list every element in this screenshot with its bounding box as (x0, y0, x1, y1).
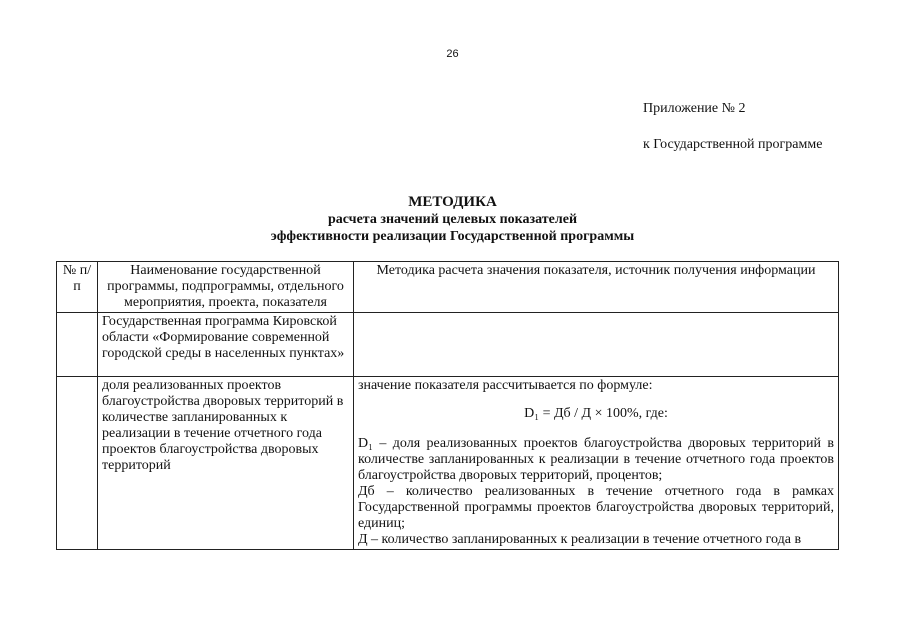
table-header-row (57, 262, 839, 313)
document-subtitle-2: эффективности реализации Государственной программы (270, 229, 635, 244)
appendix-line-2: к Государственной программе (643, 137, 823, 152)
header-num: № п/п (57, 262, 98, 313)
table-row (57, 377, 839, 550)
header-name: Наименование государственной программы, подпрограммы, отдельного мероприятия, проекта, показателя (98, 262, 354, 313)
definition-d: Д – количество запланированных к реализации в течение отчетного года в (358, 532, 802, 547)
row2-name: доля реализованных проектов благоустройства дворовых территорий в количестве запланированных к реализации в течение отчетного года проектов благоустройства дворовых территорий (98, 377, 354, 550)
row1-method (354, 313, 839, 377)
page-number: 26 (446, 48, 459, 60)
appendix-line-1: Приложение № 2 (643, 101, 746, 116)
method-intro: значение показателя рассчитывается по формуле: (358, 378, 653, 393)
row2-num (57, 377, 98, 550)
methodology-table (56, 261, 839, 550)
document-subtitle-1: расчета значений целевых показателей (327, 212, 578, 227)
definition-db: Дб – количество реализованных в течение отчетного года в рамках Государственной программы проектов благоустройства дворовых территорий, единиц; (358, 484, 834, 531)
table-row (57, 313, 839, 377)
document-title: МЕТОДИКА (408, 194, 497, 210)
formula: D₁ = Дб / Д × 100%, где: (524, 406, 668, 421)
row1-num (57, 313, 98, 377)
row2-method (354, 377, 839, 550)
definition-d1: D₁ – доля реализованных проектов благоустройства дворовых территорий в количестве запланированных к реализации в течение отчетного года проектов благоустройства дворовых территорий, процентов; (358, 436, 834, 483)
header-method: Методика расчета значения показателя, источник получения информации (354, 262, 839, 313)
row1-name: Государственная программа Кировской области «Формирование современной городской среды в населенных пунктах» (98, 313, 354, 377)
